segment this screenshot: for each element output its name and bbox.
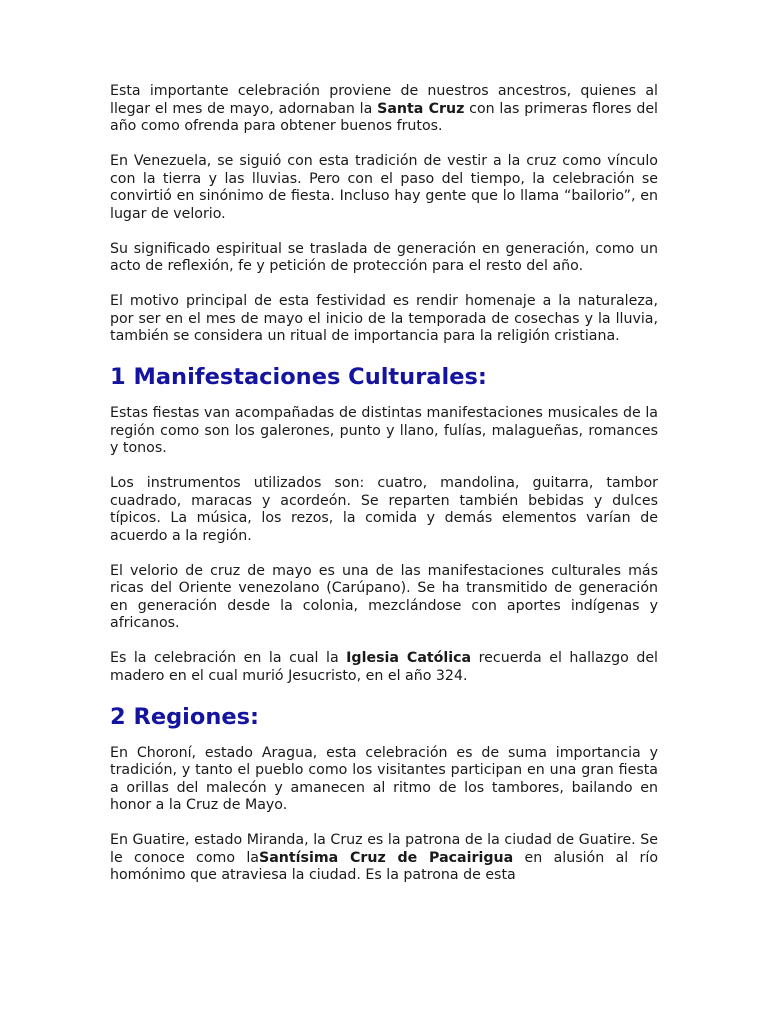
intro-paragraph-1 — [110, 83, 658, 136]
intro-paragraph-4: El motivo principal de esta festividad es rendir homenaje a la naturaleza, por ser en el mes de mayo el inicio de la temporada de cosechas y la lluvia, también se considera un ritual de importancia para la religión cristiana. — [110, 293, 658, 344]
bold-term-iglesia-catolica: Iglesia Católica — [346, 650, 472, 666]
section-2-paragraph-2 — [110, 832, 658, 885]
text-run: con las primeras flores del año como ofrenda para obtener buenos frutos. — [110, 100, 658, 134]
section-1-paragraph-4 — [110, 650, 658, 685]
bold-term-santisima-cruz: Santísima Cruz de Pacairigua — [259, 849, 514, 866]
text-run: En Guatire, estado Miranda, la Cruz es la patrona de la ciudad de Guatire. Se le conoce como la — [110, 832, 658, 866]
bold-term-santa-cruz: Santa Cruz — [377, 100, 465, 117]
section-1-paragraph-1: Estas fiestas van acompañadas de distintas manifestaciones musicales de la región como son los galerones, punto y llano, fulías, malagueñas, romances y tonos. — [110, 405, 658, 456]
section-1-paragraph-3: El velorio de cruz de mayo es una de las manifestaciones culturales más ricas del Oriente venezolano (Carúpano). Se ha transmitido de generación en generación desde la colonia, mezclándose con aportes indígenas y africanos. — [110, 562, 658, 631]
document-page — [110, 83, 658, 885]
text-run: Es la celebración en la cual la — [110, 650, 347, 666]
section-1-paragraph-2: Los instrumentos utilizados son: cuatro, mandolina, guitarra, tambor cuadrado, maracas y acordeón. Se reparten también bebidas y dulces típicos. La música, los rezos, la comida y demás elementos varían de acuerdo a la región. — [110, 475, 658, 544]
section-2-paragraph-1: En Choroní, estado Aragua, esta celebración es de suma importancia y tradición, y tanto el pueblo como los visitantes participan en una gran fiesta a orillas del malecón y amanecen al ritmo de los tambores, bailando en honor a la Cruz de Mayo. — [110, 744, 658, 813]
section-2-heading: 2 Regiones: — [110, 703, 260, 730]
intro-paragraph-3: Su significado espiritual se traslada de generación en generación, como un acto de reflexión, fe y petición de protección para el resto del año. — [110, 240, 658, 274]
text-run: recuerda el hallazgo del madero en el cual murió Jesucristo, en el año 324. — [110, 650, 658, 684]
intro-paragraph-2: En Venezuela, se siguió con esta tradición de vestir a la cruz como vínculo con la tierra y las lluvias. Pero con el paso del tiempo, la celebración se convirtió en sinónimo de fiesta. Incluso hay gente que lo llama “bailorio”, en lugar de velorio. — [110, 153, 658, 222]
text-run: Esta importante celebración proviene de nuestros ancestros, quienes al llegar el mes de mayo, adornaban la — [110, 83, 658, 117]
section-1-heading: 1 Manifestaciones Culturales: — [110, 364, 487, 390]
text-run: en alusión al río homónimo que atraviesa la ciudad. Es la patrona de esta — [110, 849, 658, 883]
